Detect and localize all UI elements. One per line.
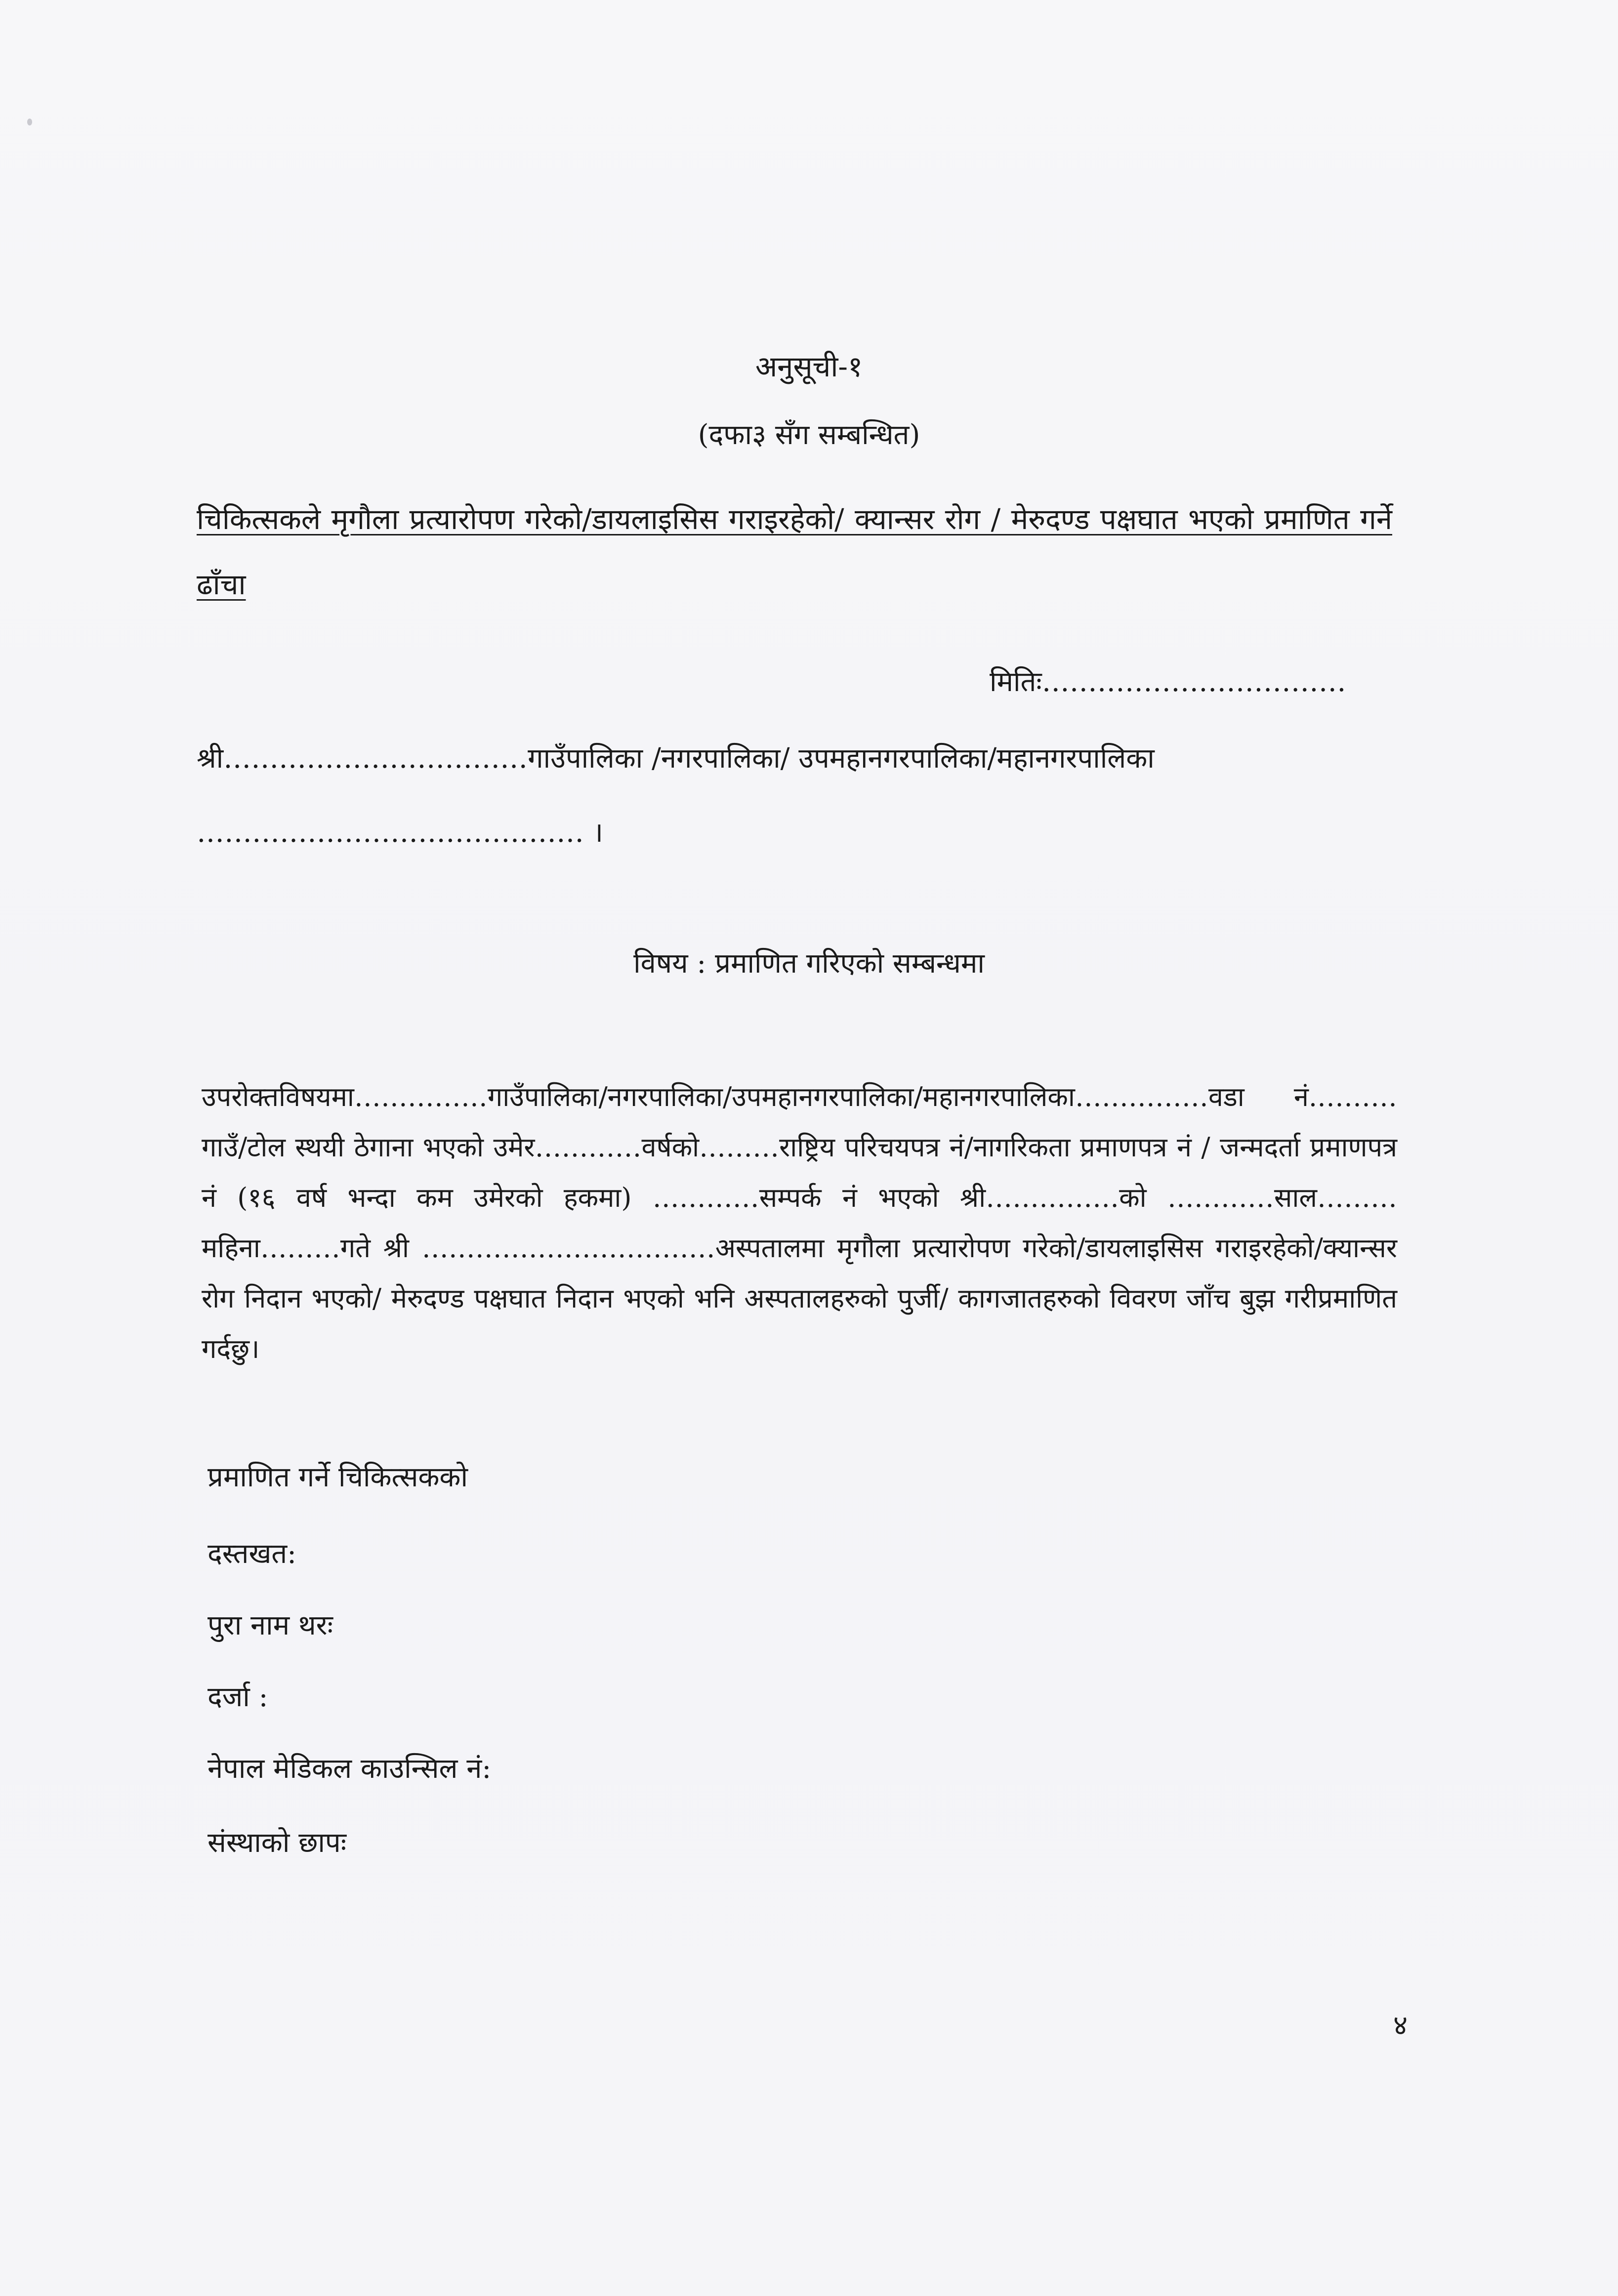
council-number-label: नेपाल मेडिकल काउन्सिल नं: — [207, 1753, 492, 1785]
institution-stamp-label: संस्थाको छापः — [207, 1827, 347, 1859]
full-name-label: पुरा नाम थरः — [207, 1609, 333, 1641]
designation-label: दर्जा : — [207, 1681, 268, 1713]
paper-speck — [27, 119, 32, 125]
section-reference: (दफा३ सँग सम्बन्धित) — [698, 419, 920, 451]
body-paragraph: उपरोक्तविषयमा……………गाउँपालिका/नगरपालिका/उपमहानगरपालिका/महानगरपालिका……………वडा नं.………गाउँ/टोल स्थयी ठेगाना भएको उमेर…………वर्षको………राष्ट्रिय परिचयपत्र नं/नागरिकता प्रमाणपत्र नं / जन्मदर्ता प्रमाणपत्र नं (१६ वर्ष भन्दा कम उमेरको हकमा) …………सम्पर्क नं भएको श्री……………को …………साल………महिना………गते श्री ……………………………अस्पतालमा मृगौला प्रत्यारोपण गरेको/डायलाइसिस गराइरहेको/क्यान्सर रोग निदान भएको/ मेरुदण्ड पक्षघात निदान भएको भनि अस्पतालहरुको पुर्जी/ कागजातहरुको विवरण जाँच बुझ गरीप्रमाणित गर्दछु। — [202, 1081, 1397, 1364]
addressee-line-2: …………………………………… । — [197, 817, 604, 849]
form-title: चिकित्सकले मृगौला प्रत्यारोपण गरेको/डायलाइसिस गराइरहेको/ क्यान्सर रोग / मेरुदण्ड पक्षघात भएको प्रमाणित गर्ने ढाँचा — [197, 502, 1392, 601]
addressee-line-1: श्री……………………………गाउँपालिका /नगरपालिका/ उपमहानगरपालिका/महानगरपालिका — [197, 742, 1155, 775]
signature-label: दस्तखत: — [207, 1538, 297, 1570]
subject-line: विषय : प्रमाणित गरिएको सम्बन्धमा — [633, 947, 985, 980]
date-line: मितिः…………………………… — [990, 666, 1346, 698]
page-number: ४ — [1393, 2009, 1408, 2042]
signature-heading: प्रमाणित गर्ने चिकित्सकको — [207, 1461, 468, 1493]
annex-title: अनुसूची-१ — [755, 350, 863, 383]
